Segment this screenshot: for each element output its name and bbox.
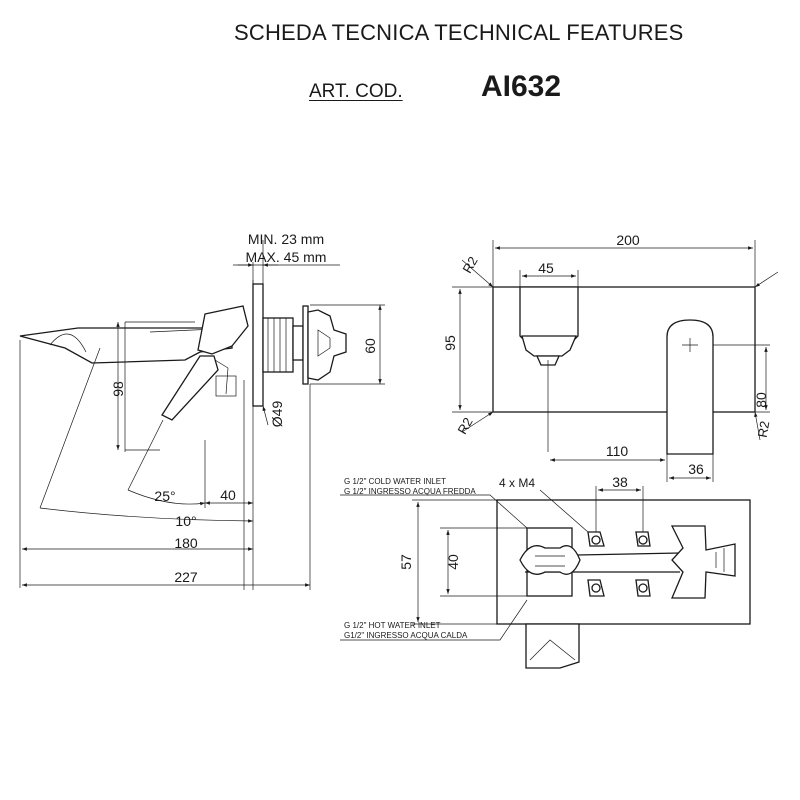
lever-width-36-label: 36	[688, 461, 704, 477]
front-view	[442, 232, 778, 482]
height-98-label: 98	[110, 381, 126, 397]
screws-label: 4 x M4	[499, 476, 536, 490]
wall-min-label: MIN. 23 mm	[247, 231, 325, 247]
article-code: AI632	[481, 70, 562, 103]
valve-cross-top	[520, 546, 580, 575]
dim-180-label: 180	[174, 535, 198, 551]
hot-inlet-en-label: G 1/2" HOT WATER INLET	[344, 621, 441, 630]
hot-inlet-it-label: G1/2" INGRESSO ACQUA CALDA	[344, 631, 468, 640]
height-40-label: 40	[445, 554, 461, 570]
spacing-38-label: 38	[612, 474, 628, 490]
width-200-label: 200	[616, 232, 640, 248]
dim-227-label: 227	[174, 569, 198, 585]
handle-side	[198, 306, 248, 354]
distance-110-label: 110	[605, 443, 629, 459]
valve-body	[263, 318, 293, 372]
dim-40-label: 40	[220, 487, 236, 503]
valve-cross-side	[308, 310, 346, 380]
radius-top-label: R2	[459, 253, 481, 276]
height-60-label: 60	[362, 338, 378, 354]
angle-25-label: 25°	[154, 488, 176, 504]
height-95-label: 95	[442, 335, 458, 351]
radius-right-label: R2	[754, 419, 773, 439]
lever-height-80-label: 80	[753, 392, 769, 408]
top-view	[340, 474, 750, 668]
wall-plate	[253, 284, 263, 406]
spout-top	[526, 624, 579, 668]
cold-inlet-it-label: G 1/2" INGRESSO ACQUA FREDDA	[344, 487, 476, 496]
document-title: SCHEDA TECNICA TECHNICAL FEATURES	[234, 20, 684, 45]
radius-bottom-label: R2	[454, 414, 476, 437]
angle-10-label: 10°	[175, 513, 197, 529]
diameter-49-label: Ø49	[269, 400, 285, 428]
spout-width-45-label: 45	[538, 260, 554, 276]
side-view	[20, 231, 385, 590]
cold-inlet-en-label: G 1/2" COLD WATER INLET	[344, 477, 446, 486]
article-code-label: ART. COD.	[309, 81, 403, 102]
height-57-label: 57	[398, 554, 414, 570]
wall-max-label: MAX. 45 mm	[245, 249, 327, 265]
